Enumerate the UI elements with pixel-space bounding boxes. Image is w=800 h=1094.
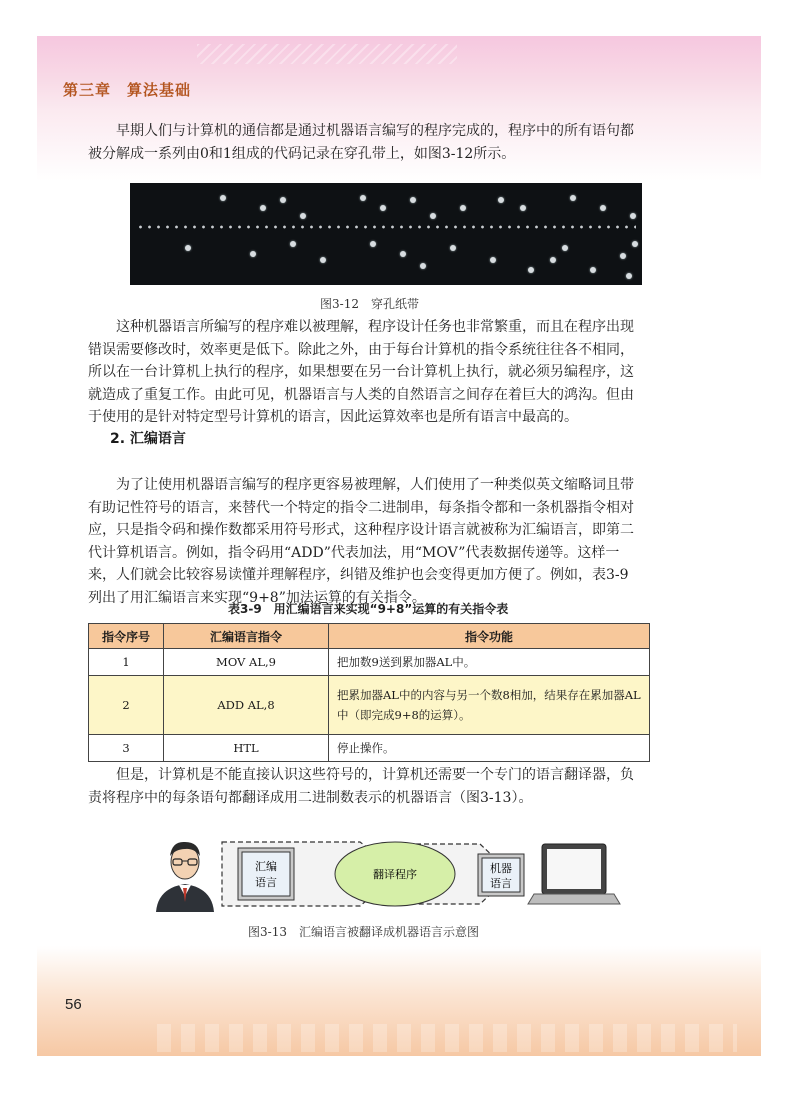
column-header: 汇编语言指令 [164, 624, 329, 649]
tape-hole [626, 273, 632, 279]
text-line: 就造成了重复工作。由此可见，机器语言与人类的自然语言之间存在着巨大的鸿沟。但由 [88, 386, 634, 403]
tape-hole [410, 197, 416, 203]
instruction-function: 停止操作。 [329, 735, 650, 762]
tape-hole [400, 251, 406, 257]
tape-hole [600, 205, 606, 211]
programmer-icon [156, 842, 214, 912]
tape-hole [490, 257, 496, 263]
assembly-instruction: ADD AL,8 [164, 676, 329, 735]
assembly-language-box [242, 852, 290, 896]
text-line: 列出了用汇编语言来实现“9+8”加法运算的有关指令。 [88, 589, 426, 606]
instruction-function: 把累加器AL中的内容与另一个数8相加，结果存在累加器AL中（即完成9+8的运算）。 [329, 676, 650, 735]
table-row [89, 676, 650, 735]
tape-hole [590, 267, 596, 273]
tape-hole [360, 195, 366, 201]
text-line: 代计算机语言。例如，指令码用“ADD”代表加法，用“MOV”代表数据传递等。这样一 [88, 544, 620, 561]
text-line: 责将程序中的每条语句都翻译成用二进制数表示的机器语言（图3-13）。 [88, 789, 533, 806]
table-title: 表3-9 用汇编语言来实现“9+8”运算的有关指令表 [228, 602, 509, 616]
tape-hole [260, 205, 266, 211]
tape-hole [528, 267, 534, 273]
tape-hole [420, 263, 426, 269]
tape-hole [320, 257, 326, 263]
figure-caption: 图3-13 汇编语言被翻译成机器语言示意图 [248, 925, 479, 939]
text-line: 为了让使用机器语言编写的程序更容易被理解，人们使用了一种类似英文缩略词且带 [116, 477, 634, 493]
tape-hole [380, 205, 386, 211]
tape-hole [290, 241, 296, 247]
tape-hole [280, 197, 286, 203]
text-line: 被分解成一系列由0和1组成的代码记录在穿孔带上，如图3-12所示。 [88, 145, 516, 162]
tape-hole [300, 213, 306, 219]
machine-box-label: 机器 [490, 862, 512, 875]
tape-hole [220, 195, 226, 201]
instruction-number: 2 [89, 676, 164, 735]
assembly-instruction: HTL [164, 735, 329, 762]
text-line: 来，人们就会比较容易读懂并理解程序，纠错及维护也会变得更加方便了。例如，表3-9 [88, 567, 629, 583]
text-line: 但是，计算机是不能直接认识这些符号的，计算机还需要一个专门的语言翻译器，负 [116, 767, 634, 783]
tape-hole [632, 241, 638, 247]
tape-hole [250, 251, 256, 257]
column-header: 指令序号 [89, 624, 164, 649]
instruction-number: 3 [89, 735, 164, 762]
tape-hole [185, 245, 191, 251]
paragraph-intro [88, 120, 678, 165]
assembly-instruction: MOV AL,9 [164, 649, 329, 676]
figure-caption: 图3-12 穿孔纸带 [320, 297, 419, 311]
tape-hole [370, 241, 376, 247]
tape-hole [498, 197, 504, 203]
column-header: 指令功能 [329, 624, 650, 649]
section-heading: 2. 汇编语言 [110, 431, 186, 447]
translator-label: 翻译程序 [373, 868, 417, 881]
tape-hole [550, 257, 556, 263]
header-decoration [197, 44, 457, 64]
text-line: 错误需要修改时，效率更是低下。除此之外，由于每台计算机的指令系统往往各不相同， [88, 341, 634, 358]
tape-hole [570, 195, 576, 201]
paragraph-translator [88, 764, 678, 809]
text-line: 所以在一台计算机上执行的程序，如果想要在另一台计算机上执行，就必须另编程序，这 [88, 364, 634, 380]
laptop-icon [528, 844, 620, 904]
footer-decoration [157, 1024, 737, 1052]
text-line: 有助记性符号的语言，来替代一个特定的指令二进制串，每条指令都和一条机器指令相对 [88, 499, 634, 516]
assembly-box-label: 语言 [255, 876, 277, 889]
assembly-box-label: 汇编 [255, 860, 277, 873]
instruction-table [88, 623, 650, 762]
tape-hole [562, 245, 568, 251]
tape-hole [630, 213, 636, 219]
machine-box-label: 语言 [490, 877, 512, 890]
sprocket-holes [136, 225, 636, 229]
footer-band [37, 946, 761, 1056]
table-row [89, 649, 650, 676]
chapter-title: 第三章 算法基础 [63, 81, 192, 99]
tape-hole [460, 205, 466, 211]
tape-hole [450, 245, 456, 251]
table-header-row [89, 624, 650, 649]
text-line: 应，只是指令码和操作数都采用符号形式，这种程序设计语言就被称为汇编语言，即第二 [88, 522, 634, 538]
text-line: 早期人们与计算机的通信都是通过机器语言编写的程序完成的，程序中的所有语句都 [116, 123, 634, 139]
tape-hole [430, 213, 436, 219]
punched-tape-image [130, 183, 642, 285]
page-number: 56 [65, 996, 82, 1013]
table-row [89, 735, 650, 762]
paragraph-machine-language [88, 316, 678, 429]
tape-hole [520, 205, 526, 211]
text-line: 于使用的是针对特定型号计算机的语言，因此运算效率也是所有语言中最高的。 [88, 409, 578, 425]
instruction-number: 1 [89, 649, 164, 676]
paragraph-assembly [88, 474, 678, 609]
instruction-function: 把加数9送到累加器AL中。 [329, 649, 650, 676]
tape-hole [620, 253, 626, 259]
translation-diagram [150, 830, 630, 915]
text-line: 这种机器语言所编写的程序难以被理解，程序设计任务也非常繁重，而且在程序出现 [116, 319, 634, 335]
